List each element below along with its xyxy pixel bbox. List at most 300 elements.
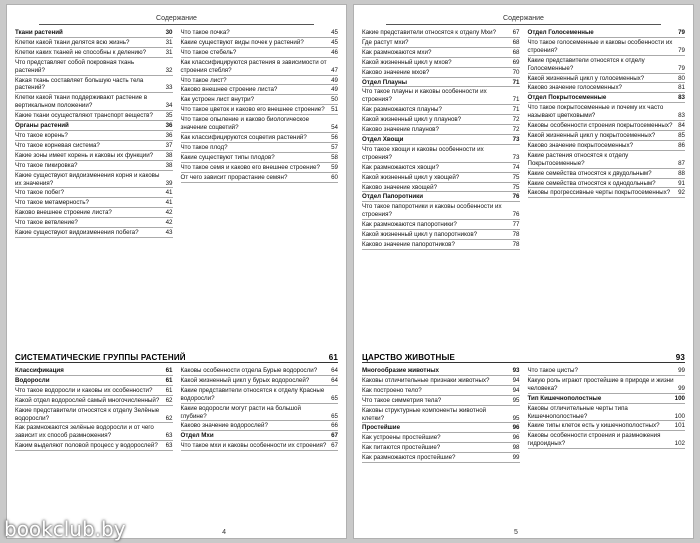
section-title: ЦАРСТВО ЖИВОТНЫЕ [362, 353, 456, 362]
toc-entry-page: 41 [165, 199, 173, 207]
toc-entry-title: Каковы структурные компоненты животной клетки? [362, 406, 487, 422]
toc-entry [362, 184, 520, 193]
toc-entry [15, 229, 173, 238]
toc-entry-title: Клетки каких тканей не способны к делению? [15, 48, 147, 56]
toc-entry-title: Как построено тело? [362, 386, 422, 394]
toc-entry-title: Что такое лист? [180, 76, 227, 84]
toc-entry [362, 116, 520, 125]
toc-entry-title: Какие водоросли могут расти на большой глубине? [180, 404, 301, 420]
section-page: 61 [328, 353, 338, 362]
toc-entry [181, 77, 339, 86]
toc-entry [528, 189, 686, 198]
toc-entry [362, 59, 520, 68]
toc-entry-page: 91 [678, 179, 685, 187]
toc-entry [15, 199, 173, 208]
toc-entry [362, 29, 520, 38]
toc-entry [362, 39, 520, 48]
toc-column [181, 29, 339, 239]
toc-entry [528, 422, 686, 431]
toc-entry-page: 49 [331, 76, 338, 84]
toc-entry-title: Что представляет собой покровная ткань растений? [15, 58, 135, 74]
toc-entry-page: 67 [512, 29, 520, 36]
toc-entry [528, 170, 686, 179]
toc-entry-title: Каково значение голосеменных? [527, 84, 622, 92]
toc-entry-title: Каковы особенности отдела Бурые водоросли? [180, 367, 318, 374]
toc-entry-page: 83 [678, 112, 685, 120]
toc-entry-title: Что такое симметрия тела? [362, 396, 442, 404]
toc-entry-page: 45 [331, 29, 338, 36]
toc-entry [15, 142, 173, 151]
toc-entry-title: Тип Кишечнополостные [527, 394, 602, 402]
toc-entry [528, 122, 686, 131]
section-title: СИСТЕМАТИЧЕСКИЕ ГРУППЫ РАСТЕНИЙ [15, 353, 186, 362]
toc-entry-page: 85 [678, 131, 685, 139]
toc-entry-page: 65 [331, 412, 338, 420]
toc-entry-page: 61 [165, 386, 173, 394]
toc-entry-page: 38 [165, 151, 173, 159]
toc-column [362, 29, 520, 251]
toc-column [528, 29, 686, 251]
toc-section-entry [528, 395, 686, 404]
toc-entry-page: 71 [512, 96, 520, 104]
toc-entry [15, 424, 173, 441]
toc-entry-title: Что такое цисты? [527, 367, 578, 374]
toc-entry-title: Отдел Папоротники [362, 193, 424, 201]
toc-entry [181, 59, 339, 76]
toc-entry-title: Какие зоны имеет корень и каковы их функции? [15, 151, 154, 159]
toc-entry-page: 69 [512, 58, 520, 66]
toc-entry [528, 57, 686, 74]
toc-entry [15, 162, 173, 171]
toc-entry-title: Водоросли [15, 376, 50, 384]
toc-entry-page: 66 [331, 422, 338, 430]
toc-entry-page: 102 [674, 440, 685, 448]
toc-entry-page: 54 [331, 124, 338, 132]
toc-entry [181, 377, 339, 386]
toc-entry-title: Отдел Мхи [180, 432, 214, 440]
toc-entry-title: Каково внешнее строение листа? [15, 209, 112, 217]
toc-entry-page: 76 [512, 211, 520, 219]
watermark-logo: bookclub.by [4, 517, 126, 541]
toc-entry-title: Что такое корневая система? [15, 141, 100, 149]
toc-entry-title: Что такое стебель? [180, 48, 237, 56]
toc-section-entry [15, 367, 173, 376]
toc-section-entry [362, 79, 520, 88]
toc-entry-page: 71 [512, 106, 520, 114]
toc-entry [362, 164, 520, 173]
toc-entry [528, 142, 686, 151]
toc-entry-title: Многообразие животных [362, 367, 439, 374]
toc-entry-title: Какой жизненный цикл у плаунов? [362, 116, 462, 124]
toc-entry [362, 146, 520, 163]
toc-entry [362, 231, 520, 240]
toc-entry-page: 39 [165, 179, 173, 187]
toc-entry [181, 144, 339, 153]
toc-column [528, 367, 686, 464]
toc-entry-page: 30 [165, 29, 173, 36]
toc-entry [181, 422, 339, 431]
toc-entry-page: 101 [674, 422, 685, 430]
toc-entry-page: 100 [674, 412, 685, 420]
toc-entry-page: 71 [512, 78, 520, 86]
toc-entry-page: 68 [512, 48, 520, 56]
toc-entry-page: 81 [678, 84, 685, 92]
toc-entry-title: Каким выделяют половой процесс у водорослей? [15, 442, 158, 450]
toc-entry-title: Какие представители относятся к отделу Красные водоросли? [180, 386, 325, 402]
toc-entry-page: 42 [165, 209, 173, 217]
toc-entry-page: 65 [331, 394, 338, 402]
toc-entry-page: 56 [331, 133, 338, 141]
toc-entry-page: 67 [331, 432, 338, 440]
toc-entry [362, 454, 520, 463]
toc-entry [15, 132, 173, 141]
right-page [353, 4, 694, 539]
toc-entry [181, 174, 339, 183]
toc-entry-page: 96 [512, 424, 520, 432]
toc-entry-title: Каково значение мхов? [362, 68, 430, 76]
toc-entry-page: 99 [678, 367, 685, 374]
toc-entry-page: 99 [512, 454, 520, 462]
toc-entry-page: 72 [512, 116, 520, 124]
toc-entry-title: Каковы прогрессивные черты покрытосеменных? [527, 189, 671, 197]
toc-entry-page: 98 [512, 444, 520, 452]
toc-entry-page: 96 [512, 434, 520, 442]
toc-entry [15, 407, 173, 424]
toc-entry-page: 33 [165, 84, 173, 92]
toc-entry-title: Какой жизненный цикл у бурых водорослей? [180, 376, 310, 384]
toc-entry-title: Какие растения относятся к отделу Покрытосеменные? [527, 151, 629, 167]
toc-entry-page: 86 [678, 141, 685, 149]
toc-entry [362, 49, 520, 58]
toc-entry-title: Что такое голосеменные и каковы особенности их строения? [527, 38, 673, 54]
toc-entry-title: Какие существуют видоизменения корня и каковы их значения? [15, 171, 160, 187]
toc-entry-page: 94 [512, 376, 520, 384]
section-heading [362, 353, 685, 363]
toc-entry-page: 62 [165, 396, 173, 404]
toc-entry-title: Какой жизненный цикл у хвощей? [362, 173, 460, 181]
toc-entry [181, 387, 339, 404]
toc-entry-page: 38 [165, 161, 173, 169]
toc-entry-title: Каковы особенности строения покрытосеменных? [527, 122, 673, 130]
toc-entry [181, 164, 339, 173]
toc-entry-page: 31 [165, 48, 173, 56]
toc-entry-title: Какие существуют типы плодов? [180, 153, 275, 161]
toc-section-entry [528, 29, 686, 38]
toc-entry-title: Что такое почка? [180, 29, 230, 36]
toc-entry [528, 432, 686, 449]
toc-entry-title: Какие типы клеток есть у кишечнополостных? [527, 422, 660, 430]
toc-entry-page: 36 [165, 131, 173, 139]
toc-entry [181, 405, 339, 422]
toc-entry [528, 180, 686, 189]
toc-entry-page: 61 [165, 367, 173, 374]
toc-entry-title: Как устроен лист внутри? [180, 96, 255, 104]
toc-entry [15, 39, 173, 48]
toc-entry [15, 49, 173, 58]
toc-entry [362, 434, 520, 443]
toc-entry [15, 387, 173, 396]
toc-entry [15, 189, 173, 198]
toc-entry-title: Где растут мхи? [362, 38, 409, 46]
toc-entry-page: 49 [331, 86, 338, 94]
toc-entry-page: 46 [331, 48, 338, 56]
toc-entry-title: Как размножаются плауны? [362, 106, 442, 114]
toc-section-entry [15, 377, 173, 386]
toc-entry-page: 57 [331, 143, 338, 151]
toc-entry-page: 35 [165, 112, 173, 120]
toc-entry-page: 99 [678, 384, 685, 392]
upper-columns [15, 29, 338, 347]
toc-entry-page: 61 [165, 376, 173, 384]
toc-entry [528, 132, 686, 141]
toc-entry-title: Как классифицируются растения в зависимости от строения стебля? [180, 58, 327, 74]
toc-entry [181, 116, 339, 133]
toc-entry-title: Какой жизненный цикл у мхов? [362, 58, 452, 66]
toc-entry-page: 80 [678, 74, 685, 82]
toc-entry-page: 64 [331, 367, 338, 374]
toc-entry-page: 68 [512, 38, 520, 46]
toc-entry-title: Что такое ветвление? [15, 219, 78, 227]
toc-entry-page: 73 [512, 153, 520, 161]
toc-entry-title: Что такое папоротники и каковы особенности их строения? [362, 203, 502, 219]
toc-entry-page: 87 [678, 159, 685, 167]
toc-entry-page: 62 [165, 414, 173, 422]
toc-entry-title: Каково значение хвощей? [362, 183, 438, 191]
upper-columns [362, 29, 685, 347]
toc-entry-title: Отдел Покрытосеменные [527, 94, 607, 102]
toc-entry-page: 78 [512, 240, 520, 248]
toc-section-entry [15, 122, 173, 131]
toc-entry-page: 76 [512, 193, 520, 201]
toc-entry-title: Что такое корень? [15, 131, 68, 139]
toc-entry-title: Какие ткани осуществляют транспорт веществ? [15, 112, 153, 120]
toc-entry-page: 37 [165, 141, 173, 149]
page-number: 5 [514, 529, 518, 536]
toc-entry-title: Что такое мхи и каковы особенности их строения? [180, 442, 327, 450]
toc-entry-title: Простейшие [362, 424, 401, 432]
toc-entry [15, 94, 173, 111]
toc-entry-title: Как размножаются хвощи? [362, 163, 439, 171]
section-heading [15, 353, 338, 363]
toc-entry-title: Что такое пикировка? [15, 161, 78, 169]
toc-entry [362, 444, 520, 453]
toc-entry-title: Каковы особенности строения и размножения гидроидных? [527, 432, 661, 448]
toc-entry-page: 45 [331, 38, 338, 46]
toc-column [15, 367, 173, 452]
toc-entry-title: Какие семейства относятся к двудольным? [527, 169, 652, 177]
toc-entry [528, 377, 686, 394]
toc-entry-page: 75 [512, 173, 520, 181]
toc-entry-title: Каково значение водорослей? [180, 422, 268, 430]
toc-entry-title: Что такое семя и каково его внешнее строение? [180, 163, 320, 171]
toc-entry [362, 106, 520, 115]
toc-entry-title: Что такое метамерность? [15, 199, 89, 207]
toc-entry-title: От чего зависит прорастание семян? [180, 173, 288, 181]
page-header: Содержание [39, 15, 314, 25]
toc-entry-page: 43 [165, 229, 173, 237]
toc-entry-page: 95 [512, 396, 520, 404]
toc-entry [362, 387, 520, 396]
toc-entry-page: 92 [678, 189, 685, 197]
toc-entry-page: 67 [331, 442, 338, 450]
toc-entry-title: Как размножаются зелёные водоросли и от чего зависит их способ размножения? [15, 424, 154, 440]
toc-entry [362, 377, 520, 386]
toc-entry [181, 86, 339, 95]
toc-entry [528, 104, 686, 121]
toc-entry-page: 94 [512, 386, 520, 394]
toc-entry-page: 31 [165, 38, 173, 46]
toc-entry [528, 152, 686, 169]
toc-entry [181, 96, 339, 105]
toc-entry [181, 49, 339, 58]
toc-entry-page: 41 [165, 189, 173, 197]
toc-entry-page: 64 [331, 376, 338, 384]
toc-entry [362, 203, 520, 220]
toc-entry [15, 59, 173, 76]
page-header: Содержание [386, 15, 661, 25]
toc-entry-title: Отдел Плауны [362, 78, 408, 86]
toc-entry-title: Что такое плод? [180, 143, 228, 151]
book-spread [6, 4, 694, 539]
toc-entry-page: 78 [512, 231, 520, 239]
toc-entry-title: Отдел Голосеменные [527, 29, 594, 36]
toc-entry [362, 241, 520, 250]
toc-entry [181, 29, 339, 38]
toc-entry-page: 74 [512, 163, 520, 171]
toc-entry-page: 32 [165, 66, 173, 74]
toc-entry-page: 88 [678, 169, 685, 177]
left-page [6, 4, 347, 539]
toc-entry-title: Каково значение плаунов? [362, 126, 439, 134]
toc-entry-page: 79 [678, 64, 685, 72]
toc-entry-title: Что такое хвощи и каковы особенности их строения? [362, 145, 484, 161]
toc-entry [15, 219, 173, 228]
toc-entry [181, 154, 339, 163]
toc-entry-title: Каково значение покрытосеменных? [527, 141, 634, 149]
toc-entry-title: Что такое водоросли и каковы их особенности? [15, 386, 153, 394]
toc-entry-title: Отдел Хвощи [362, 135, 404, 143]
toc-entry-page: 83 [678, 94, 685, 102]
toc-entry-title: Органы растений [15, 122, 69, 130]
toc-entry-title: Какие представители относятся к отделу Голосеменные? [527, 56, 645, 72]
toc-column [15, 29, 173, 239]
toc-entry-title: Клетки какой ткани поддерживают растение в вертикальном положении? [15, 94, 148, 110]
toc-entry-title: Какие существуют виды почек у растений? [180, 38, 304, 46]
toc-entry-page: 73 [512, 135, 520, 143]
toc-entry [15, 209, 173, 218]
toc-entry-title: Что такое побег? [15, 189, 65, 197]
toc-entry [528, 39, 686, 56]
toc-section-entry [362, 424, 520, 433]
toc-entry-page: 72 [512, 126, 520, 134]
toc-entry-title: Клетки какой ткани делятся всю жизнь? [15, 38, 130, 46]
toc-entry-page: 79 [678, 29, 685, 36]
toc-entry [362, 407, 520, 424]
toc-entry-title: Какой жизненный цикл у папоротников? [362, 231, 478, 239]
toc-entry-title: Что такое цветок и каково его внешнее строение? [180, 106, 325, 114]
toc-entry [362, 69, 520, 78]
toc-entry [181, 367, 339, 376]
toc-entry-title: Как питаются простейшие? [362, 444, 441, 452]
toc-entry-title: Что такое покрытосеменные и почему их часто называют цветковыми? [527, 104, 664, 120]
toc-entry-title: Какие представители относятся к отделу Мхи? [362, 29, 497, 36]
toc-entry-page: 63 [165, 442, 173, 450]
toc-entry-page: 51 [331, 106, 338, 114]
toc-entry [181, 39, 339, 48]
toc-entry-page: 34 [165, 102, 173, 110]
toc-entry-page: 77 [512, 221, 520, 229]
toc-entry-title: Ткани растений [15, 29, 63, 36]
toc-entry-title: Как размножаются папоротники? [362, 221, 457, 229]
toc-entry [528, 75, 686, 84]
toc-entry-page: 84 [678, 122, 685, 130]
toc-entry [15, 172, 173, 189]
page-number: 4 [222, 529, 226, 536]
toc-entry-title: Какие представители относятся к отделу Зелёные водоросли? [15, 406, 160, 422]
toc-entry-page: 50 [331, 96, 338, 104]
toc-entry [528, 367, 686, 376]
toc-entry-page: 59 [331, 163, 338, 171]
toc-entry-title: Какой жизненный цикл у голосеменных? [527, 74, 645, 82]
toc-entry-title: Как размножаются мхи? [362, 48, 432, 56]
toc-entry [181, 442, 339, 451]
toc-entry [181, 134, 339, 143]
toc-entry [362, 88, 520, 105]
toc-entry-title: Как устроены простейшие? [362, 434, 441, 442]
toc-entry [15, 152, 173, 161]
toc-entry-page: 36 [165, 122, 173, 130]
section-page: 93 [675, 353, 685, 362]
toc-entry-title: Каковы отличительные черты типа Кишечнополостные? [527, 404, 628, 420]
toc-section-entry [362, 367, 520, 376]
toc-entry-title: Какую роль играют простейшие в природе и жизни человека? [527, 376, 674, 392]
toc-entry-title: Какая ткань составляет большую часть тела растений? [15, 76, 144, 92]
toc-entry [15, 397, 173, 406]
toc-section-entry [15, 29, 173, 38]
toc-entry-title: Какие семейства относятся к однодольным? [527, 179, 656, 187]
toc-entry-page: 95 [512, 414, 520, 422]
toc-column [181, 367, 339, 452]
toc-entry-title: Как размножаются простейшие? [362, 454, 456, 462]
toc-entry [362, 397, 520, 406]
toc-entry-title: Как классифицируются соцветия растений? [180, 133, 307, 141]
toc-entry-page: 47 [331, 66, 338, 74]
toc-entry-page: 93 [512, 367, 520, 374]
toc-entry-title: Каково значение папоротников? [362, 240, 455, 248]
toc-section-entry [528, 94, 686, 103]
toc-entry [15, 442, 173, 451]
toc-entry-title: Что такое опыление и каково биологическое значение соцветий? [180, 116, 310, 132]
toc-entry-title: Какой жизненный цикл у покрытосеменных? [527, 131, 656, 139]
toc-column [362, 367, 520, 464]
toc-entry-title: Что такое плауны и каковы особенности их строения? [362, 88, 487, 104]
toc-entry-page: 79 [678, 46, 685, 54]
toc-entry-title: Какие существуют видоизменения побега? [15, 229, 139, 237]
toc-entry [528, 405, 686, 422]
toc-entry [528, 84, 686, 93]
toc-entry-page: 75 [512, 183, 520, 191]
toc-entry-title: Какой отдел водорослей самый многочисленный? [15, 396, 160, 404]
toc-section-entry [362, 193, 520, 202]
toc-entry [181, 106, 339, 115]
toc-entry-page: 42 [165, 219, 173, 227]
toc-entry [362, 174, 520, 183]
toc-entry-title: Каково внешнее строение листа? [180, 86, 278, 94]
toc-entry [15, 112, 173, 121]
toc-entry [362, 126, 520, 135]
toc-entry-title: Классификация [15, 367, 64, 374]
toc-entry [362, 221, 520, 230]
